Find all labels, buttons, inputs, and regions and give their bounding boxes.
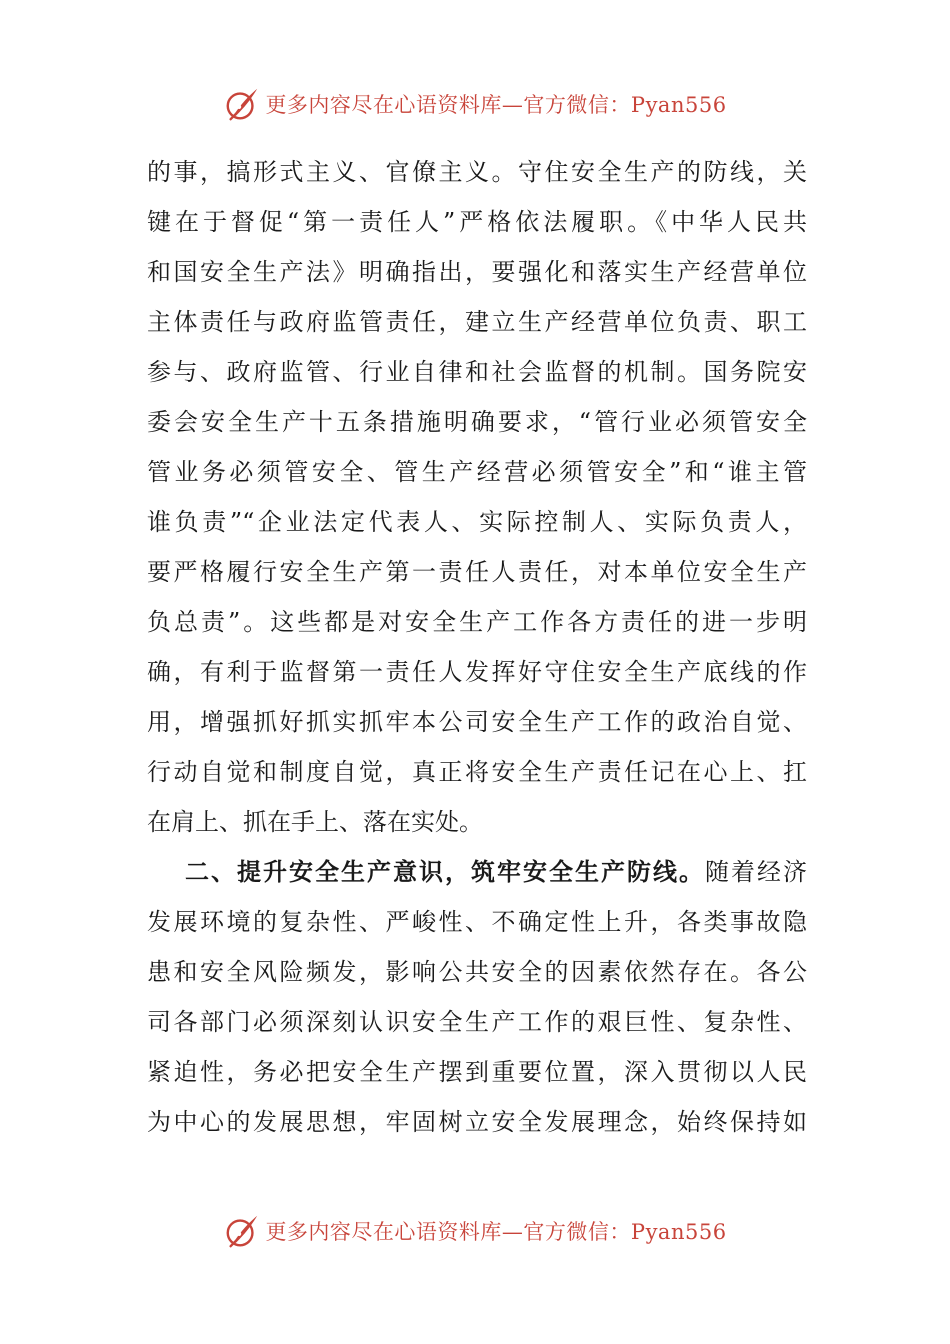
- footer-banner-text: 更多内容尽在心语资料库—官方微信：Pyan556: [265, 1220, 727, 1244]
- text-line: 司各部门必须深刻认识安全生产工作的艰巨性、复杂性、: [147, 1008, 807, 1036]
- text-line: 为中心的发展思想，牢固树立安全发展理念，始终保持如: [147, 1108, 807, 1136]
- text-line: 用，增强抓好抓实抓牢本公司安全生产工作的政治自觉、: [147, 708, 807, 736]
- section-heading: 二、提升安全生产意识，筑牢安全生产防线。: [185, 857, 705, 886]
- header-banner-text: 更多内容尽在心语资料库—官方微信：Pyan556: [265, 93, 727, 117]
- text-line: 要严格履行安全生产第一责任人责任，对本单位安全生产: [147, 558, 807, 586]
- text-line: 确，有利于监督第一责任人发挥好守住安全生产底线的作: [147, 658, 807, 686]
- text-line: 谁负责”“企业法定代表人、实际控制人、实际负责人，: [147, 508, 807, 536]
- header-banner: [0, 84, 950, 124]
- text-line: 行动自觉和制度自觉，真正将安全生产责任记在心上、扛: [147, 758, 807, 786]
- text-fragment: 随着经济: [705, 858, 807, 886]
- text-line: 主体责任与政府监管责任，建立生产经营单位负责、职工: [147, 308, 807, 336]
- text-line: 在肩上、抓在手上、落在实处。: [147, 808, 483, 836]
- paragraph-2: [147, 847, 807, 1147]
- text-line: 参与、政府监管、行业自律和社会监督的机制。国务院安: [147, 358, 807, 386]
- document-body: [147, 147, 807, 1147]
- quill-pen-logo: [223, 1212, 261, 1250]
- text-line: 管业务必须管安全、管生产经营必须管安全”和“谁主管: [147, 458, 807, 486]
- text-line: 发展环境的复杂性、严峻性、不确定性上升，各类事故隐: [147, 908, 807, 936]
- text-line: 负总责”。这些都是对安全生产工作各方责任的进一步明: [147, 608, 807, 636]
- text-line: 键在于督促“第一责任人”严格依法履职。《中华人民共: [147, 208, 807, 236]
- text-line: 和国安全生产法》明确指出，要强化和落实生产经营单位: [147, 258, 807, 286]
- text-line: 患和安全风险频发，影响公共安全的因素依然存在。各公: [147, 958, 807, 986]
- footer-banner: [0, 1211, 950, 1251]
- text-line: 委会安全生产十五条措施明确要求，“管行业必须管安全: [147, 408, 807, 436]
- text-line: 紧迫性，务必把安全生产摆到重要位置，深入贯彻以人民: [147, 1058, 807, 1086]
- text-line: 的事，搞形式主义、官僚主义。守住安全生产的防线，关: [147, 158, 807, 186]
- section-heading-line: [147, 847, 807, 897]
- quill-pen-logo: [223, 85, 261, 123]
- paragraph-1: [147, 147, 807, 847]
